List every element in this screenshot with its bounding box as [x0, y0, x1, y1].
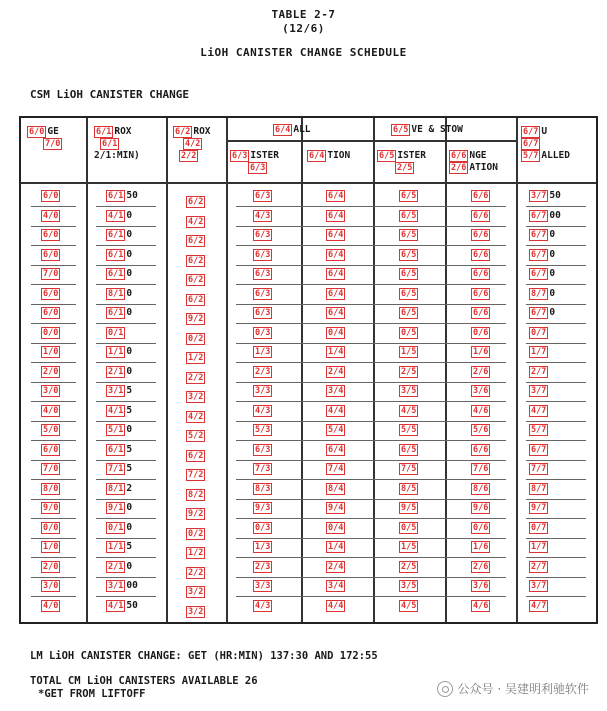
row-divider [31, 382, 76, 383]
table-cell: 0/3 [255, 327, 271, 338]
table-cell: 4/6 [473, 600, 489, 611]
total-canisters-note: TOTAL CM LiOH CANISTERS AVAILABLE 26 [30, 675, 258, 687]
row-divider [236, 226, 506, 227]
row-divider [96, 245, 156, 246]
table-cell: 2/4 [328, 366, 344, 377]
table-cell: 1/1 0 [108, 346, 133, 357]
table-cell: 8/4 [328, 483, 344, 494]
table-cell: 6/1 50 [108, 190, 138, 201]
row-divider [96, 499, 156, 500]
row-divider [236, 479, 506, 480]
row-divider [31, 479, 76, 480]
row-divider [236, 401, 506, 402]
row-divider [526, 557, 586, 558]
table-cell: 6/6 [473, 191, 489, 201]
table-cell: 3/4 [328, 386, 344, 396]
table-cell: 0/6 [473, 327, 489, 338]
table-cell: 6/6 [473, 308, 489, 318]
section-title: CSM LiOH CANISTER CHANGE [30, 88, 189, 101]
table-cell: 2/1 0 [108, 365, 133, 377]
table-cell: 6/4 [328, 444, 344, 455]
table-cell: 4/5 [401, 600, 417, 611]
row-divider [31, 460, 76, 461]
table-cell: 5/6 [473, 425, 489, 435]
table-cell: 7/3 [255, 464, 271, 474]
watermark-text: 公众号 · 吴建明利驰软件 [457, 682, 589, 696]
table-cell: 5/7 [531, 425, 547, 435]
row-divider [31, 557, 76, 558]
table-cell: 4/0 [43, 210, 59, 221]
table-cell: 3/5 [401, 581, 417, 591]
table-cell: 0/3 [255, 522, 271, 533]
row-divider [526, 499, 586, 500]
row-divider [31, 499, 76, 500]
row-divider [526, 323, 586, 324]
table-cell: 4/2 [188, 411, 204, 422]
table-cell: 6/7 0 [531, 248, 556, 260]
table-cell: 6/4 [328, 269, 344, 279]
row-divider [526, 440, 586, 441]
header-col-2: 6/2 ROX 4/2 2/2 [175, 126, 211, 161]
table-cell: 6/1 5 [108, 443, 133, 455]
table-cell: 9/4 [328, 503, 344, 513]
table-cell: 3/1 5 [108, 385, 133, 396]
table-cell: 0/7 [531, 327, 547, 338]
get-footnote: *GET FROM LIFTOFF [38, 688, 146, 700]
table-cell: 1/4 [328, 542, 344, 552]
table-cell: 4/7 [531, 405, 547, 416]
row-divider [31, 362, 76, 363]
table-cell: 4/1 0 [108, 209, 133, 221]
table-cell: 6/1 0 [108, 268, 133, 279]
table-cell: 8/3 [255, 483, 271, 494]
table-cell: 1/1 5 [108, 541, 133, 552]
row-divider [96, 596, 156, 597]
row-divider [31, 440, 76, 441]
row-divider [526, 245, 586, 246]
row-divider [96, 479, 156, 480]
table-cell: 6/7 0 [531, 307, 556, 318]
row-divider [96, 284, 156, 285]
table-cell: 6/0 [43, 444, 59, 455]
row-divider [236, 440, 506, 441]
lm-canister-change-note: LM LiOH CANISTER CHANGE: GET (HR:MIN) 137:30 AND 172:55 [30, 650, 378, 662]
table-cell: 6/6 [473, 249, 489, 260]
table-cell: 1/7 [531, 542, 547, 552]
table-cell: 6/5 [401, 444, 417, 455]
row-divider [236, 421, 506, 422]
table-cell: 9/6 [473, 503, 489, 513]
table-cell: 4/1 50 [108, 599, 138, 611]
table-cell: 6/5 [401, 191, 417, 201]
table-cell: 3/0 [43, 581, 59, 591]
header-group-2: 6/5 VE & STOW [393, 124, 463, 135]
header-col-1: 6/1 ROX 6/1 2/1:MIN) [94, 126, 140, 161]
table-cell: 0/6 [473, 522, 489, 533]
row-divider [31, 401, 76, 402]
row-divider [96, 538, 156, 539]
table-cell: 6/2 [188, 294, 204, 305]
table-cell: 0/7 [531, 522, 547, 533]
table-cell: 1/6 [473, 542, 489, 552]
row-divider [96, 421, 156, 422]
table-cell: 9/1 0 [108, 502, 133, 513]
table-cell: 3/7 [531, 386, 547, 396]
row-divider [526, 596, 586, 597]
table-cell: 0/5 [401, 327, 417, 338]
table-cell: 6/4 [328, 249, 344, 260]
row-divider [31, 538, 76, 539]
row-divider [96, 401, 156, 402]
table-cell: 9/5 [401, 503, 417, 513]
row-divider [96, 265, 156, 266]
table-cell: 6/1 0 [108, 248, 133, 260]
table-cell: 0/5 [401, 522, 417, 533]
row-divider [526, 479, 586, 480]
table-cell: 7/6 [473, 464, 489, 474]
table-cell: 8/0 [43, 483, 59, 494]
row-divider [236, 343, 506, 344]
header-col-3: 6/3 ISTER 6/3 [232, 150, 279, 173]
row-divider [96, 557, 156, 558]
table-cell: 4/2 [188, 216, 204, 227]
table-cell: 6/2 [188, 255, 204, 266]
table-cell: 2/5 [401, 366, 417, 377]
table-cell: 6/2 [188, 236, 204, 246]
table-cell: 9/0 [43, 503, 59, 513]
table-cell: 6/6 [473, 269, 489, 279]
table-cell: 1/0 [43, 347, 59, 357]
row-divider [236, 382, 506, 383]
row-divider [236, 538, 506, 539]
table-cell: 1/6 [473, 347, 489, 357]
table-cell: 4/6 [473, 405, 489, 416]
table-cell: 0/2 [188, 333, 204, 344]
row-divider [96, 577, 156, 578]
table-date: (12/6) [282, 22, 325, 35]
row-divider [31, 304, 76, 305]
table-cell: 1/2 [188, 353, 204, 363]
table-cell: 6/4 [328, 210, 344, 221]
row-divider [96, 343, 156, 344]
table-cell: 4/4 [328, 405, 344, 416]
row-divider [236, 460, 506, 461]
table-cell: 7/7 [531, 464, 547, 474]
table-cell: 4/0 [43, 600, 59, 611]
table-cell: 1/3 [255, 347, 271, 357]
table-cell: 8/1 2 [108, 482, 133, 494]
table-cell: 3/4 [328, 581, 344, 591]
table-cell: 4/7 [531, 600, 547, 611]
row-divider [31, 206, 76, 207]
table-cell: 1/3 [255, 542, 271, 552]
table-cell: 8/2 [188, 489, 204, 500]
table-cell: 6/5 [401, 269, 417, 279]
table-cell: 6/7 0 [531, 268, 556, 279]
table-cell: 0/1 0 [108, 521, 133, 533]
row-divider [96, 206, 156, 207]
table-cell: 1/5 [401, 347, 417, 357]
table-cell: 6/6 [473, 288, 489, 299]
row-divider [236, 596, 506, 597]
table-cell: 2/3 [255, 366, 271, 377]
row-divider [526, 265, 586, 266]
table-cell: 2/2 [188, 567, 204, 578]
table-cell: 6/6 [473, 210, 489, 221]
table-cell: 6/1 0 [108, 307, 133, 318]
header-col-6: 6/6 NGE 2/6 ATION [451, 150, 498, 173]
row-divider [96, 362, 156, 363]
row-divider [236, 304, 506, 305]
header-col-5: 6/5 ISTER 2/5 [379, 150, 426, 173]
table-cell: 6/2 [188, 450, 204, 461]
table-cell: 2/6 [473, 561, 489, 572]
table-cell: 8/6 [473, 483, 489, 494]
table-cell: 3/2 [188, 587, 204, 597]
table-cell: 9/2 [188, 314, 204, 324]
row-divider [236, 518, 506, 519]
table-cell: 9/3 [255, 503, 271, 513]
table-cell: 6/6 [473, 444, 489, 455]
table-cell: 5/0 [43, 425, 59, 435]
table-cell: 2/7 [531, 366, 547, 377]
table-cell: 5/4 [328, 425, 344, 435]
row-divider [526, 206, 586, 207]
table-cell: 2/6 [473, 366, 489, 377]
table-cell: 4/3 [255, 600, 271, 611]
table-cell: 6/7 [531, 444, 547, 455]
row-divider [526, 460, 586, 461]
table-cell: 4/1 5 [108, 404, 133, 416]
table-cell: 1/0 [43, 542, 59, 552]
table-cell: 3/2 [188, 392, 204, 402]
table-cell: 3/6 [473, 581, 489, 591]
row-divider [96, 518, 156, 519]
table-cell: 6/5 [401, 210, 417, 221]
row-divider [96, 440, 156, 441]
table-cell: 6/4 [328, 288, 344, 299]
table-cell: 6/4 [328, 308, 344, 318]
table-cell: 2/4 [328, 561, 344, 572]
row-divider [236, 499, 506, 500]
table-cell: 0/4 [328, 522, 344, 533]
table-cell: 5/3 [255, 425, 271, 435]
table-cell: 1/7 [531, 347, 547, 357]
table-cell: 6/2 [188, 275, 204, 285]
table-cell: 3/5 [401, 386, 417, 396]
table-cell: 1/2 [188, 548, 204, 558]
row-divider [31, 323, 76, 324]
table-cell: 9/2 [188, 509, 204, 519]
watermark [437, 680, 589, 697]
table-cell: 5/5 [401, 425, 417, 435]
table-cell: 5/2 [188, 431, 204, 441]
table-cell: 2/0 [43, 366, 59, 377]
table-cell: 6/0 [43, 249, 59, 260]
table-cell: 0/1 [108, 327, 124, 338]
table-cell: 6/3 [255, 288, 271, 299]
table-cell: 4/3 [255, 210, 271, 221]
table-cell: 3/3 [255, 386, 271, 396]
row-divider [236, 284, 506, 285]
table-cell: 6/3 [255, 308, 271, 318]
row-divider [96, 460, 156, 461]
row-divider [236, 362, 506, 363]
row-divider [526, 401, 586, 402]
table-cell: 0/0 [43, 522, 59, 533]
table-cell: 6/7 0 [531, 229, 556, 240]
table-cell: 6/3 [255, 269, 271, 279]
row-divider [96, 382, 156, 383]
row-divider [526, 304, 586, 305]
table-cell: 4/5 [401, 405, 417, 416]
row-divider [236, 577, 506, 578]
table-cell: 7/0 [43, 269, 59, 279]
table-cell: 7/4 [328, 464, 344, 474]
table-cell: 7/0 [43, 464, 59, 474]
table-cell: 2/1 0 [108, 560, 133, 572]
row-divider [526, 577, 586, 578]
row-divider [236, 206, 506, 207]
row-divider [526, 343, 586, 344]
table-cell: 3/1 00 [108, 580, 138, 591]
header-col-0: 6/0 GE 7/0 [29, 126, 61, 149]
table-cell: 3/3 [255, 581, 271, 591]
table-cell: 8/1 0 [108, 287, 133, 299]
header-col-7: 6/7 U 6/7 5/7 ALLED [523, 126, 570, 161]
table-cell: 3/6 [473, 386, 489, 396]
row-divider [236, 557, 506, 558]
row-divider [526, 382, 586, 383]
table-cell: 4/4 [328, 600, 344, 611]
row-divider [526, 362, 586, 363]
wechat-icon [437, 681, 453, 697]
canister-schedule-table [19, 116, 598, 624]
row-divider [236, 265, 506, 266]
table-cell: 3/7 [531, 581, 547, 591]
table-cell: 0/0 [43, 327, 59, 338]
table-cell: 7/2 [188, 470, 204, 480]
table-cell: 6/6 [473, 230, 489, 240]
table-cell: 1/5 [401, 542, 417, 552]
table-cell: 2/0 [43, 561, 59, 572]
table-cell: 1/4 [328, 347, 344, 357]
table-cell: 6/5 [401, 230, 417, 240]
row-divider [31, 577, 76, 578]
row-divider [31, 265, 76, 266]
table-cell: 3/2 [188, 606, 204, 617]
row-divider [31, 518, 76, 519]
table-number: TABLE 2-7 [271, 8, 336, 21]
table-cell: 6/5 [401, 308, 417, 318]
table-cell: 6/5 [401, 288, 417, 299]
table-cell: 8/7 0 [531, 287, 556, 299]
row-divider [31, 343, 76, 344]
table-cell: 4/3 [255, 405, 271, 416]
row-divider [31, 245, 76, 246]
header-group-1: 6/4 ALL [275, 124, 311, 135]
table-cell: 4/0 [43, 405, 59, 416]
table-cell: 6/3 [255, 230, 271, 240]
table-cell: 6/4 [328, 230, 344, 240]
table-cell: 6/3 [255, 191, 271, 201]
table-cell: 9/7 [531, 503, 547, 513]
table-cell: 2/7 [531, 561, 547, 572]
row-divider [526, 538, 586, 539]
table-cell: 6/5 [401, 249, 417, 260]
table-cell: 0/2 [188, 528, 204, 539]
row-divider [526, 226, 586, 227]
row-divider [96, 226, 156, 227]
page-title: LiOH CANISTER CHANGE SCHEDULE [200, 46, 407, 59]
row-divider [31, 421, 76, 422]
table-cell: 7/5 [401, 464, 417, 474]
table-cell: 5/1 0 [108, 424, 133, 435]
row-divider [31, 226, 76, 227]
table-cell: 8/7 [531, 483, 547, 494]
row-divider [31, 596, 76, 597]
row-divider [96, 304, 156, 305]
table-cell: 0/4 [328, 327, 344, 338]
table-cell: 3/0 [43, 386, 59, 396]
table-cell: 3/7 50 [531, 190, 561, 201]
row-divider [31, 284, 76, 285]
header-col-4: 6/4 TION [309, 150, 351, 161]
table-cell: 6/1 0 [108, 229, 133, 240]
row-divider [526, 518, 586, 519]
table-cell: 2/5 [401, 561, 417, 572]
table-cell: 7/1 5 [108, 463, 133, 474]
table-cell: 6/3 [255, 249, 271, 260]
table-cell: 6/0 [43, 230, 59, 240]
table-cell: 6/4 [328, 191, 344, 201]
table-cell: 6/0 [43, 308, 59, 318]
row-divider [526, 421, 586, 422]
table-cell: 6/2 [188, 197, 204, 207]
row-divider [96, 323, 156, 324]
row-divider [236, 245, 506, 246]
table-cell: 8/5 [401, 483, 417, 494]
table-cell: 6/0 [43, 191, 59, 201]
row-divider [236, 323, 506, 324]
table-cell: 6/3 [255, 444, 271, 455]
table-cell: 6/7 00 [531, 209, 561, 221]
table-cell: 2/2 [188, 372, 204, 383]
row-divider [526, 284, 586, 285]
table-cell: 6/0 [43, 288, 59, 299]
table-cell: 2/3 [255, 561, 271, 572]
